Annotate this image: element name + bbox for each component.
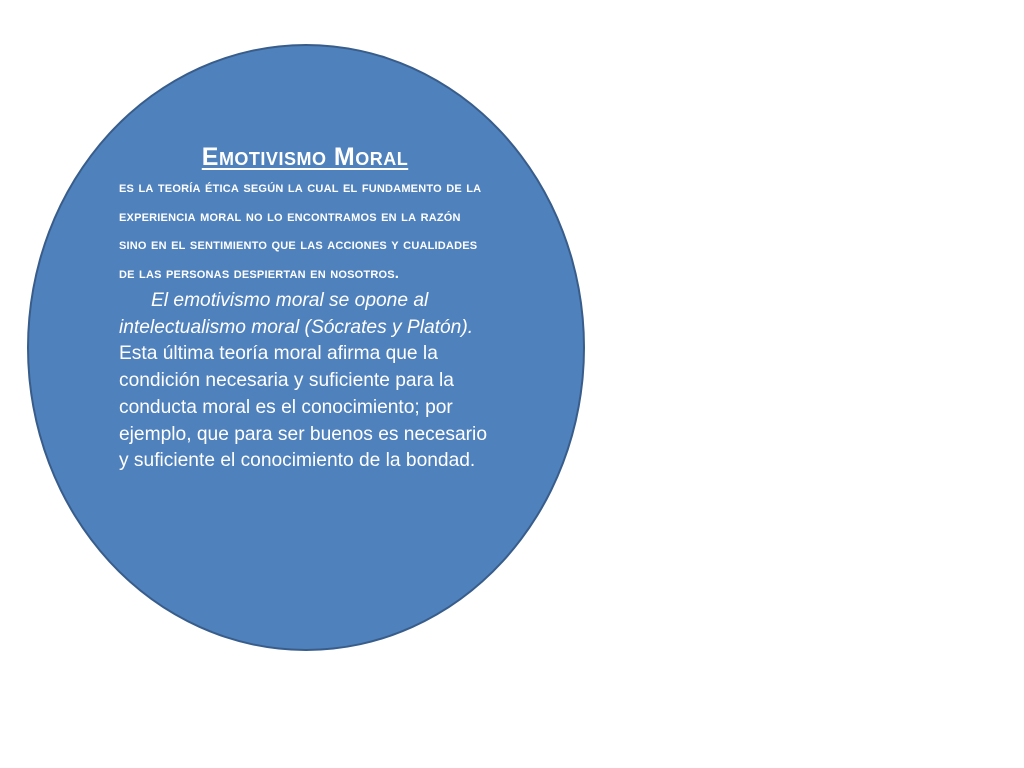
body-italic-lead: El emotivismo moral se opone al intelectualismo moral (Sócrates y Platón). xyxy=(119,290,474,338)
body-rest-text: Esta última teoría moral afirma que la condición necesaria y suficiente para la conducta moral es el conocimiento; por ejemplo, que para ser buenos es necesario y suficiente el conocimiento de la bondad. xyxy=(119,343,487,472)
definition-text: es la teoría ética según la cual el fundamento de la experiencia moral no lo encontramos en la razón sino en el sentimiento que las acciones y cualidades de las personas despiertan en nosotros. xyxy=(119,179,482,282)
body-paragraph xyxy=(119,288,491,475)
circle-text-content xyxy=(119,140,491,475)
slide-title: Emotivismo Moral xyxy=(201,143,409,171)
